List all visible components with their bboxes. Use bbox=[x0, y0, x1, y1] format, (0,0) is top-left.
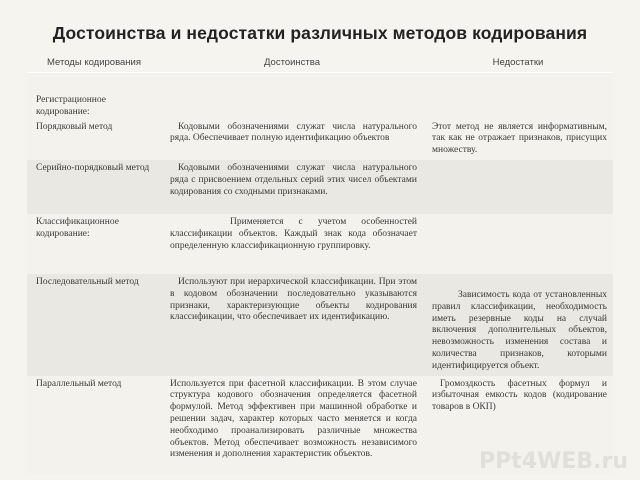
advantages-cell: Применяется с учетом особенностей классификации объектов. Каждый знак кода обозначает определенную классификационную группировку. bbox=[161, 214, 423, 274]
method-cell: Последовательный метод bbox=[27, 274, 161, 376]
method-cell: Порядковый метод bbox=[27, 122, 161, 160]
advantages-cell: Используется при фасетной классификации. В этом случае структура кодового обозначения определяется фасетной формулой. Метод эффективен при машинной обработке и решении задач, характер которых часто меняется и когда необходимо проанализировать различные множества объектов. Метод обеспечивает возможность независимого изменения и дополнения характеристик объектов. bbox=[161, 376, 423, 474]
table-row bbox=[27, 214, 613, 274]
table-row bbox=[27, 122, 613, 160]
watermark-logo: PPt4WEB.ru bbox=[478, 449, 628, 474]
table-header-row bbox=[27, 52, 613, 73]
table-row bbox=[27, 274, 613, 376]
advantages-cell bbox=[161, 73, 423, 122]
coding-methods-table bbox=[27, 52, 613, 474]
disadvantages-cell: Зависимость кода от установленных правил классификации, необходимость иметь резервные коды на случай включения дополнительных объектов, невозможность изменения состава и количества признаков, которыми идентифицируется объект. bbox=[423, 274, 613, 376]
disadvantages-cell bbox=[423, 160, 613, 214]
advantages-cell: Кодовыми обозначениями служат числа натурального ряда. Обеспечивает полную идентификацию объектов bbox=[161, 122, 423, 160]
method-cell: Регистрационное кодирование: bbox=[27, 73, 161, 122]
advantages-cell: Используют при иерархической классификации. При этом в кодовом обозначении последовательно указываются признаки, характеризующие объекты кодирования классификации, что обеспечивает их идентификацию. bbox=[161, 274, 423, 376]
disadvantages-cell bbox=[423, 214, 613, 274]
disadvantages-cell: Громоздкость фасетных формул и избыточная емкость кодов (кодирование товаров в ОКП) bbox=[423, 376, 613, 474]
method-cell: Серийно-порядковый метод bbox=[27, 160, 161, 214]
page-title: Достоинства и недостатки различных методов кодирования bbox=[52, 23, 588, 43]
disadvantages-cell: Этот метод не является информативным, так как не отражает признаков, присущих множеству. bbox=[423, 122, 613, 160]
header-disadvantages: Недостатки bbox=[423, 52, 613, 73]
table-row bbox=[27, 160, 613, 214]
advantages-cell: Кодовыми обозначениями служат числа натурального ряда с присвоением отдельных серий этих чисел объектами кодирования со сходными признаками. bbox=[161, 160, 423, 214]
method-cell: Параллельный метод bbox=[27, 376, 161, 474]
table-row bbox=[27, 73, 613, 122]
header-advantages: Достоинства bbox=[161, 52, 423, 73]
disadvantages-cell bbox=[423, 73, 613, 122]
header-methods: Методы кодирования bbox=[27, 52, 161, 73]
method-cell: Классификационное кодирование: bbox=[27, 214, 161, 274]
